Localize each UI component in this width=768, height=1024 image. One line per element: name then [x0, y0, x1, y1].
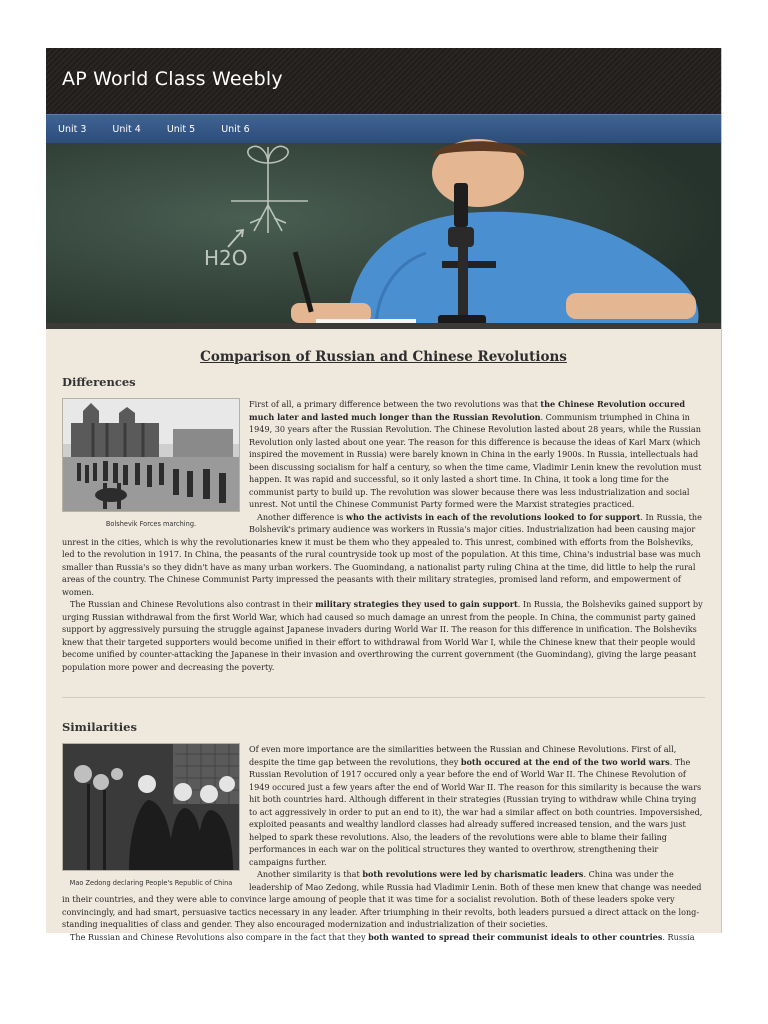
site-header — [46, 48, 721, 114]
similarities-paragraph-2: Another similarity is that both revolutions were led by charismatic leaders. China was under the leadership of Mao Zedong, while Russia had Vladimir Lenin. Both of these men knew that change was needed in their countries, and they were able to convince large amoung of people that it was time for a socialist revolution. Both of these leaders spoke very convincingly, and had smart, persuasive tactics necessary in any leader. After triumphing in their revolts, both leaders pursued a direct attack on the long-standing inequalities of class and gender. They also encouraged modernization and industrialization of their societies. — [62, 869, 702, 929]
section-heading-differences: Differences — [62, 375, 136, 389]
chalk-h2o-text — [204, 246, 248, 270]
figure-mao — [62, 743, 240, 887]
caption-mao: Mao Zedong declaring People's Republic of China — [69, 879, 233, 887]
svg-text:H2O: H2O — [204, 246, 248, 270]
similarities-paragraph-3: The Russian and Chinese Revolutions also compare in the fact that they both wanted to spread their communist ideals to other countries. Russia — [70, 931, 695, 942]
figure-bolshevik — [62, 398, 240, 528]
section-heading-similarities: Similarities — [62, 720, 137, 734]
caption-bolshevik: Bolshevik Forces marching. — [105, 520, 197, 528]
header-banner-image — [46, 143, 721, 329]
nav-item-unit-6[interactable]: Unit 6 — [221, 123, 250, 135]
site-title[interactable]: AP World Class Weebly — [62, 68, 283, 90]
nav-item-unit-3[interactable]: Unit 3 — [58, 123, 87, 135]
nav-item-unit-4[interactable]: Unit 4 — [112, 123, 141, 135]
differences-paragraph-1: First of all, a primary difference between the two revolutions was that the Chinese Revolution occured much later and lasted much longer than the Russian Revolution. Communism triumphed in China in 1949, 30 years after the Russian Revolution. The Chinese Revolution lasted about 28 years, while the Russian Revolution only lasted about one year. The reason for this difference is because the ideas of Karl Marx (which inspired the movement in Russia) were barely known in China in the early 1900s. In Russia, intellectuals had been discussing socialism for half a century, so when the time came, Vladimir Lenin knew the revolution must happen. It was rapid and successful, so it only lasted a short time. In China, it took a long time for the communist party to build up. The revolution was slower because there was less industrialization and social unrest. Not until the Chinese Communist Party formed were the Marxist strategies practiced. — [249, 399, 702, 509]
article-title: Comparison of Russian and Chinese Revolutions — [200, 349, 567, 365]
nav-item-unit-5[interactable]: Unit 5 — [166, 123, 196, 135]
differences-paragraph-3: The Russian and Chinese Revolutions also contrast in their military strategies they used to gain support. In Russia, the Bolsheviks gained support by urging Russian withdrawal from the first World War, which had caused so much damage an unrest from the people. In China, the communist party gained support by aggressively pursuing the struggle against Japanese invaders during World War II. The reason for this difference in unification. The Bolsheviks knew that their targeted supporters would become unified in their effort to withdrawal from World War I, while the Chinese knew that their people would become unified by counter-attacking the Japanese in their invasion and overthrowing the current government (the Guomindang), giving the large peasant population more power and decreasing the poverty. — [62, 599, 703, 672]
page-container — [46, 48, 722, 942]
section-divider — [62, 697, 705, 698]
similarities-paragraph-1: Of even more importance are the similarities between the Russian and Chinese Revolutions. First of all, despite the time gap between the revolutions, they both occured at the end of the two world wars. The Russian Revolution of 1917 occured only a year before the end of World War II. The Chinese Revolution of 1949 occured just a few years after the end of World War II. The reason for this similarity is because the wars hit both countries hard. Although different in their strategies (Russian trying to withdraw while China trying to act aggressively in order to put an end to it), the war had a similar affect on both countries. Impoversished, exploited peasants and wealthy landlord classes had already suffered increased tension, and the wars just helped to spark these revolutions. Also, the leaders of the revolutions were able to blame their failing performances in each war on the political structures they wanted to overthrow, strengthening their campaigns further. — [249, 744, 703, 867]
banner-illustration — [46, 143, 721, 329]
main-content — [46, 349, 721, 943]
mao-photo[interactable] — [62, 743, 240, 871]
differences-paragraph-2: Another difference is who the activists in each of the revolutions looked to for support. In Russia, the Bolshevik's primary audience was workers in Russia's major cities. Industrialization had been causing major unrest in the cities, which is why the revolutionaries knew it must be them who they appealed to. This unrest, combined with efforts from the Bolsheviks, led to the revolution in 1917. In China, the peasants of the rural countryside took up most of the population. At this time, China's industrial base was much smaller than Russia's so they didn't have as many urban workers. The Guomindang, a nationalist party ruling China at the time, did little to help the rural areas of the country. The Chinese Communist Party impressed the peasants with their military strategies, promised land reform, and empowerment of women. — [62, 511, 702, 597]
bolshevik-photo[interactable] — [62, 398, 240, 512]
nav-bar — [46, 114, 721, 143]
